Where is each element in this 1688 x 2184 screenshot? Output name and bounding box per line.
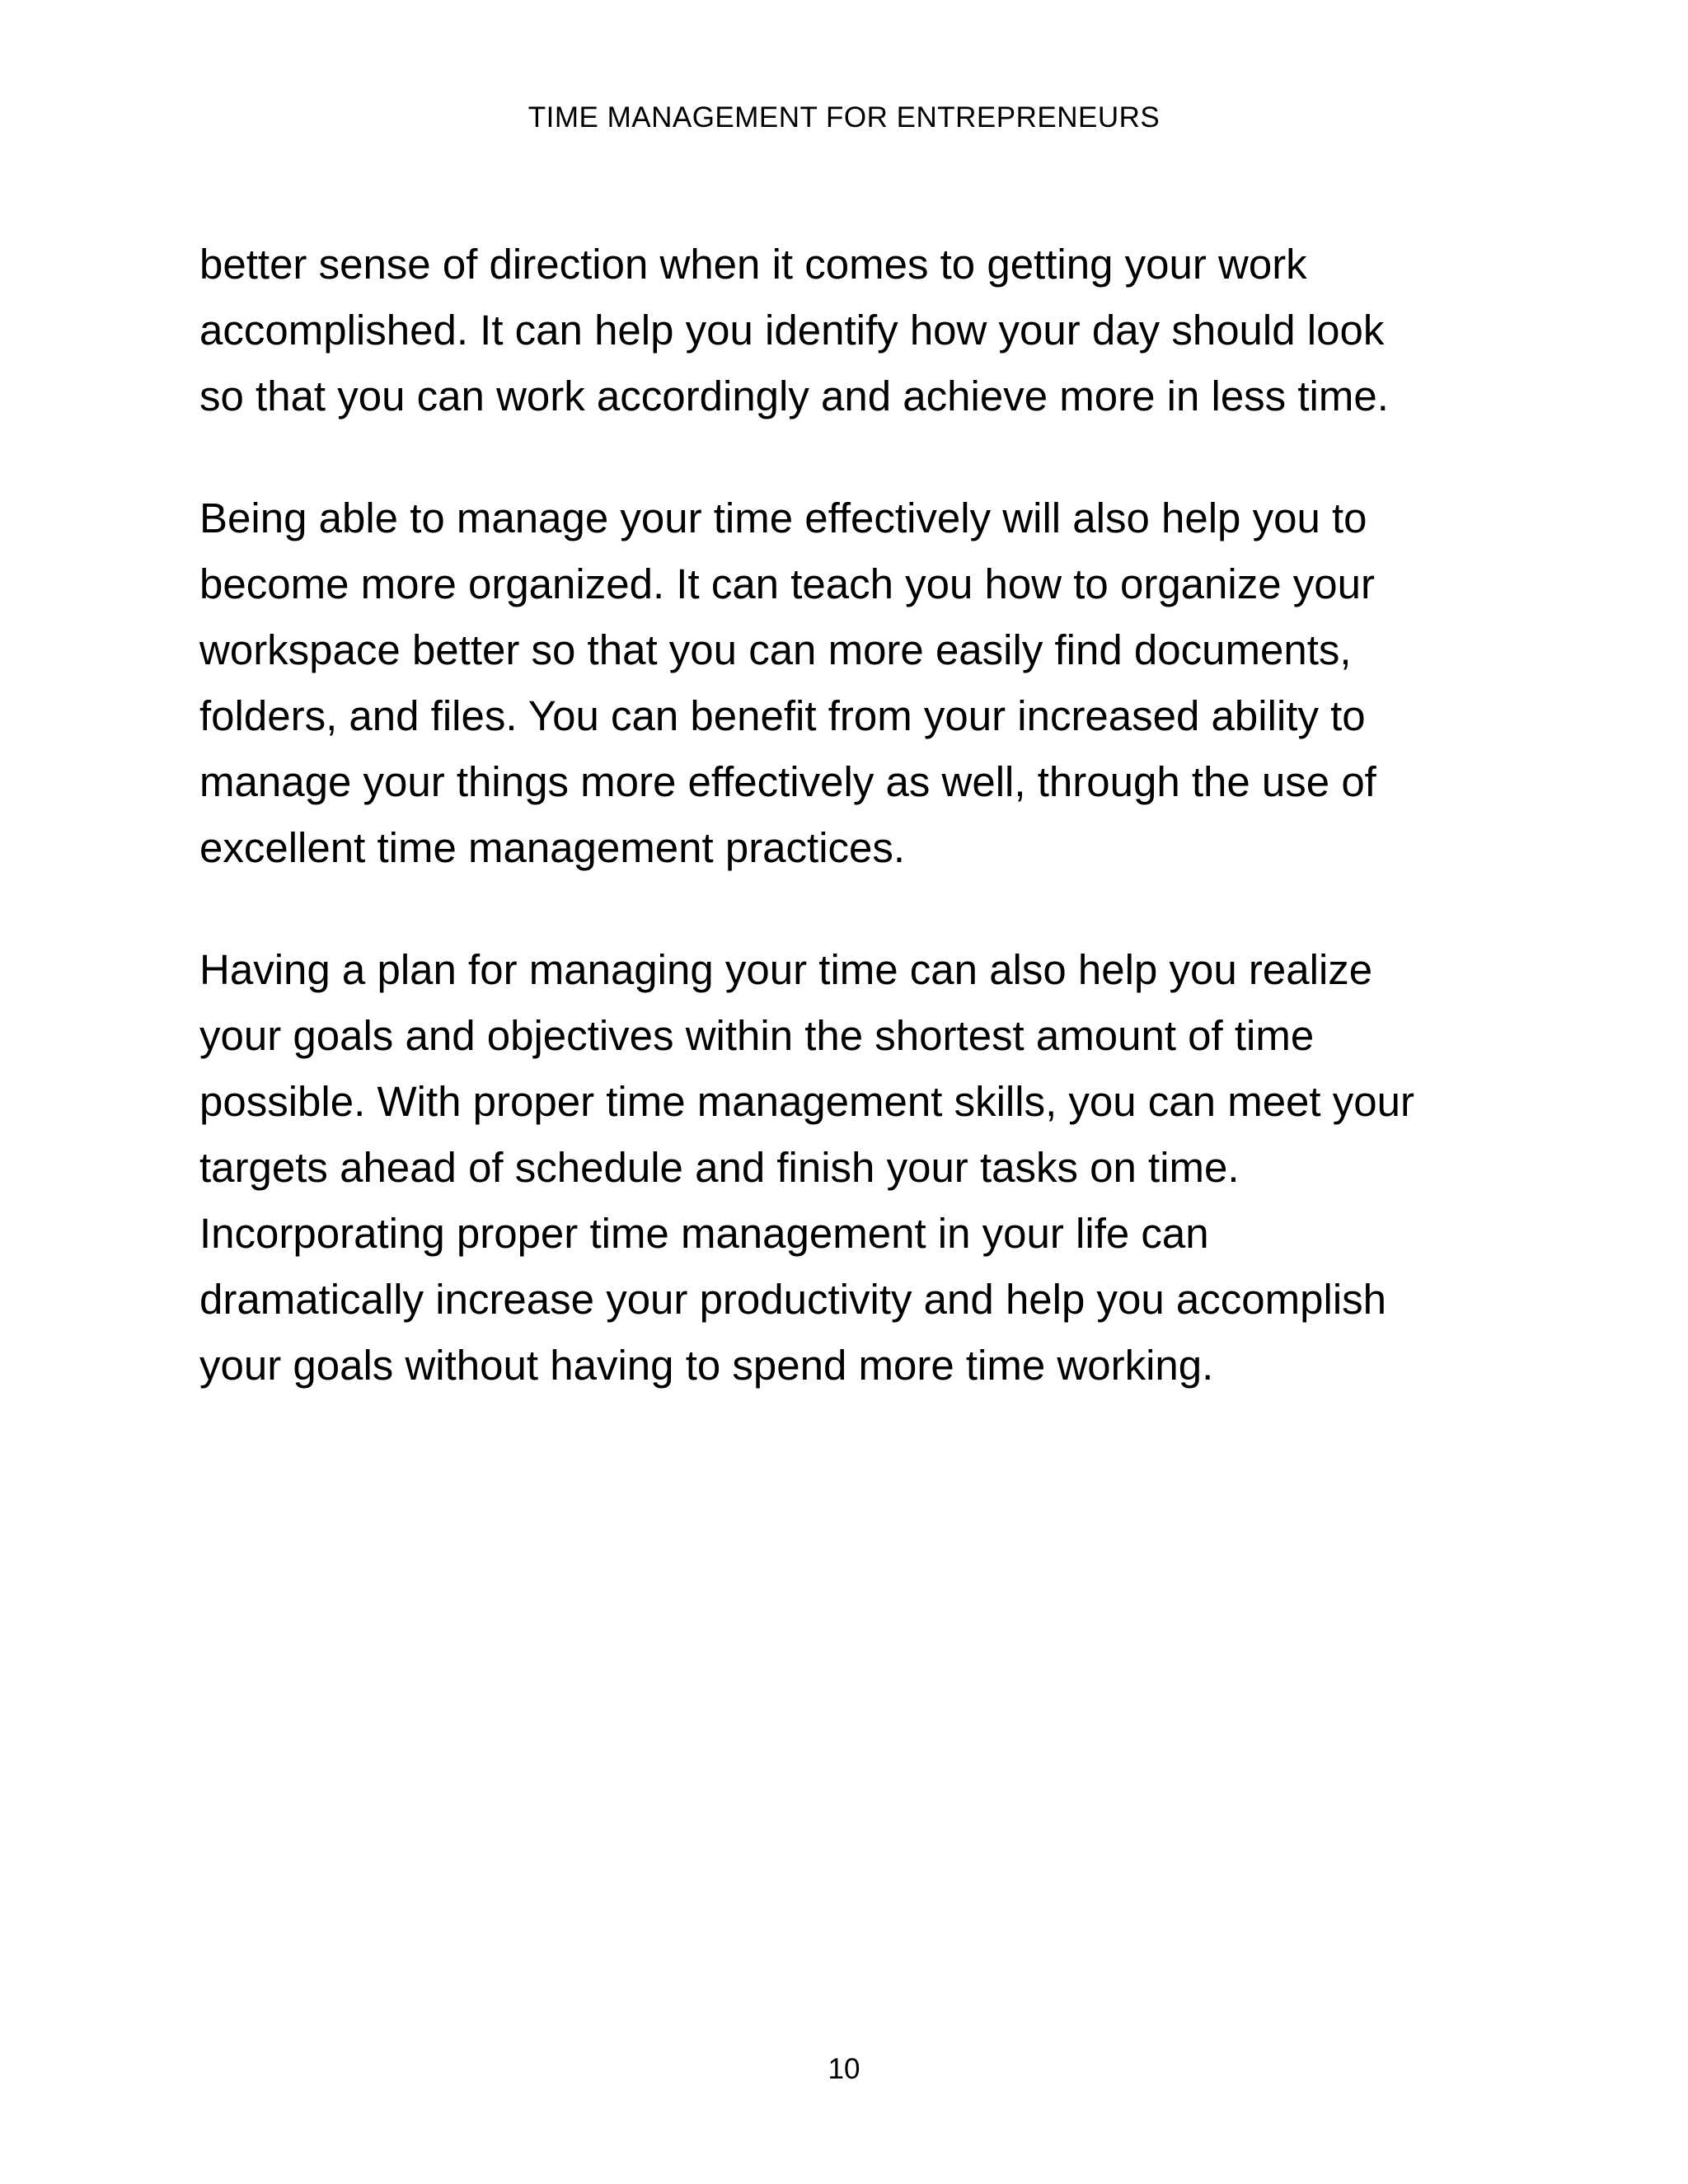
paragraph-line: folders, and files. You can benefit from your increased ability to (199, 692, 1366, 739)
paragraph-line: so that you can work accordingly and achieve more in less time. (199, 373, 1389, 419)
body-text (199, 232, 1518, 1399)
page-number: 10 (828, 2053, 860, 2085)
paragraph-line: Having a plan for managing your time can also help you realize (199, 946, 1373, 993)
paragraph-line: Being able to manage your time effectively will also help you to (199, 494, 1367, 541)
paragraph-line: your goals without having to spend more time working. (199, 1342, 1214, 1389)
paragraph-line: manage your things more effectively as well, through the use of (199, 758, 1376, 805)
paragraph-line: become more organized. It can teach you how to organize your (199, 560, 1375, 607)
paragraph-line: your goals and objectives within the shortest amount of time (199, 1012, 1315, 1059)
paragraph-3 (199, 937, 1518, 1399)
paragraph-line: excellent time management practices. (199, 824, 906, 871)
paragraph-line: possible. With proper time management skills, you can meet your (199, 1078, 1414, 1125)
paragraph-line: workspace better so that you can more easily find documents, (199, 626, 1352, 673)
paragraph-line: Incorporating proper time management in your life can (199, 1210, 1209, 1257)
paragraph-line: dramatically increase your productivity and help you accomplish (199, 1276, 1387, 1323)
paragraph-line: accomplished. It can help you identify how your day should look (199, 307, 1385, 354)
running-header: TIME MANAGEMENT FOR ENTREPRENEURS (528, 101, 1160, 134)
paragraph-2 (199, 485, 1518, 881)
paragraph-line: targets ahead of schedule and finish your tasks on time. (199, 1144, 1240, 1191)
paragraph-line: better sense of direction when it comes to getting your work (199, 241, 1307, 288)
paragraph-1 (199, 232, 1518, 429)
